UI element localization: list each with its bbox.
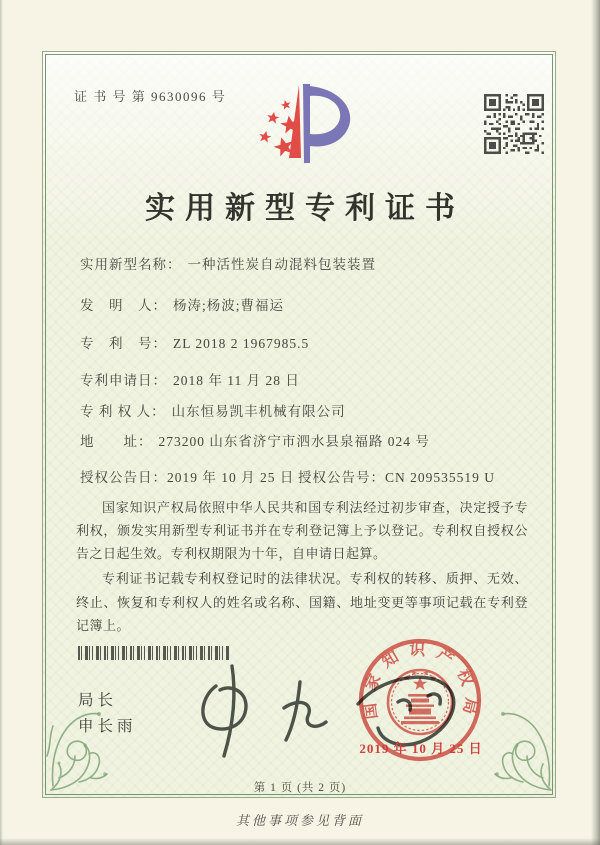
- field-value: 273200 山东省济宁市泗水县泉福路 024 号: [158, 434, 430, 449]
- logo-purple-p: [303, 84, 350, 163]
- signer-name: 申长雨: [78, 718, 137, 735]
- field-label: 专 利 权 人：: [80, 404, 166, 419]
- back-side-note: 其他事项参见背面: [235, 813, 364, 828]
- qr-code: [484, 94, 544, 154]
- body-paragraph: 国家知识产权局依照中华人民共和国专利法经过初步审查，决定授予专利权，颁发实用新型专利证书并在专利登记簿上予以登记。专利权自授权公告之日起生效。专利权期限为十年，自申请日起算。: [76, 500, 528, 562]
- field-value: 一种活性炭自动混料包装装置: [187, 257, 376, 272]
- seal-date: 2019 年 10 月 25 日: [359, 741, 483, 756]
- scan-edge-shadow: [0, 0, 3, 845]
- field-label: 实用新型名称：: [80, 257, 182, 272]
- field-value: 山东恒易凯丰机械有限公司: [171, 404, 346, 419]
- grant-date-value: 2019 年 10 月 25 日: [167, 470, 295, 485]
- field-label: 专 利 号：: [80, 336, 167, 351]
- signer-title: 局长: [78, 692, 118, 709]
- certificate-body: [76, 496, 528, 639]
- field-row-patent-name: [80, 253, 550, 273]
- national-emblem-icon: [388, 670, 452, 734]
- certificate-title: 实用新型专利证书: [145, 192, 465, 225]
- field-label: 地 址：: [80, 434, 153, 449]
- field-row-address: [80, 430, 550, 450]
- field-row-filing-date: [80, 369, 550, 389]
- field-row-patent-number: [80, 332, 550, 352]
- field-row-inventors: [80, 294, 550, 314]
- field-value: 杨涛;杨波;曹福运: [173, 298, 285, 313]
- field-label: 专利申请日：: [80, 373, 167, 388]
- grant-number-row: [298, 466, 495, 486]
- page-number: 第 1 页 (共 2 页): [253, 782, 347, 794]
- field-row-patentee: [80, 400, 550, 420]
- cnipa-logo-icon: [246, 76, 416, 180]
- body-paragraph: 专利证书记载专利权登记时的法律状况。专利权的转移、质押、无效、终止、恢复和专利权人的姓名或名称、国籍、地址变更等事项记载在专利登记簿上。: [76, 571, 528, 633]
- field-label: 发 明 人：: [80, 298, 167, 313]
- grant-date-row: [80, 466, 294, 486]
- certificate-number: 证 书 号 第 9630096 号: [74, 89, 227, 104]
- scan-edge-shadow: [0, 838, 600, 845]
- field-value: 2018 年 11 月 28 日: [173, 373, 300, 388]
- corner-flourish-icon: [45, 686, 145, 796]
- grant-date-label: 授权公告日：: [80, 470, 167, 485]
- grant-number-label: 授权公告号：: [298, 470, 385, 485]
- field-value: ZL 2018 2 1967985.5: [173, 336, 310, 351]
- grant-number-value: CN 209535519 U: [385, 470, 496, 485]
- seal-text: 国家知识产权局: [360, 641, 480, 726]
- scan-edge-shadow: [591, 0, 600, 845]
